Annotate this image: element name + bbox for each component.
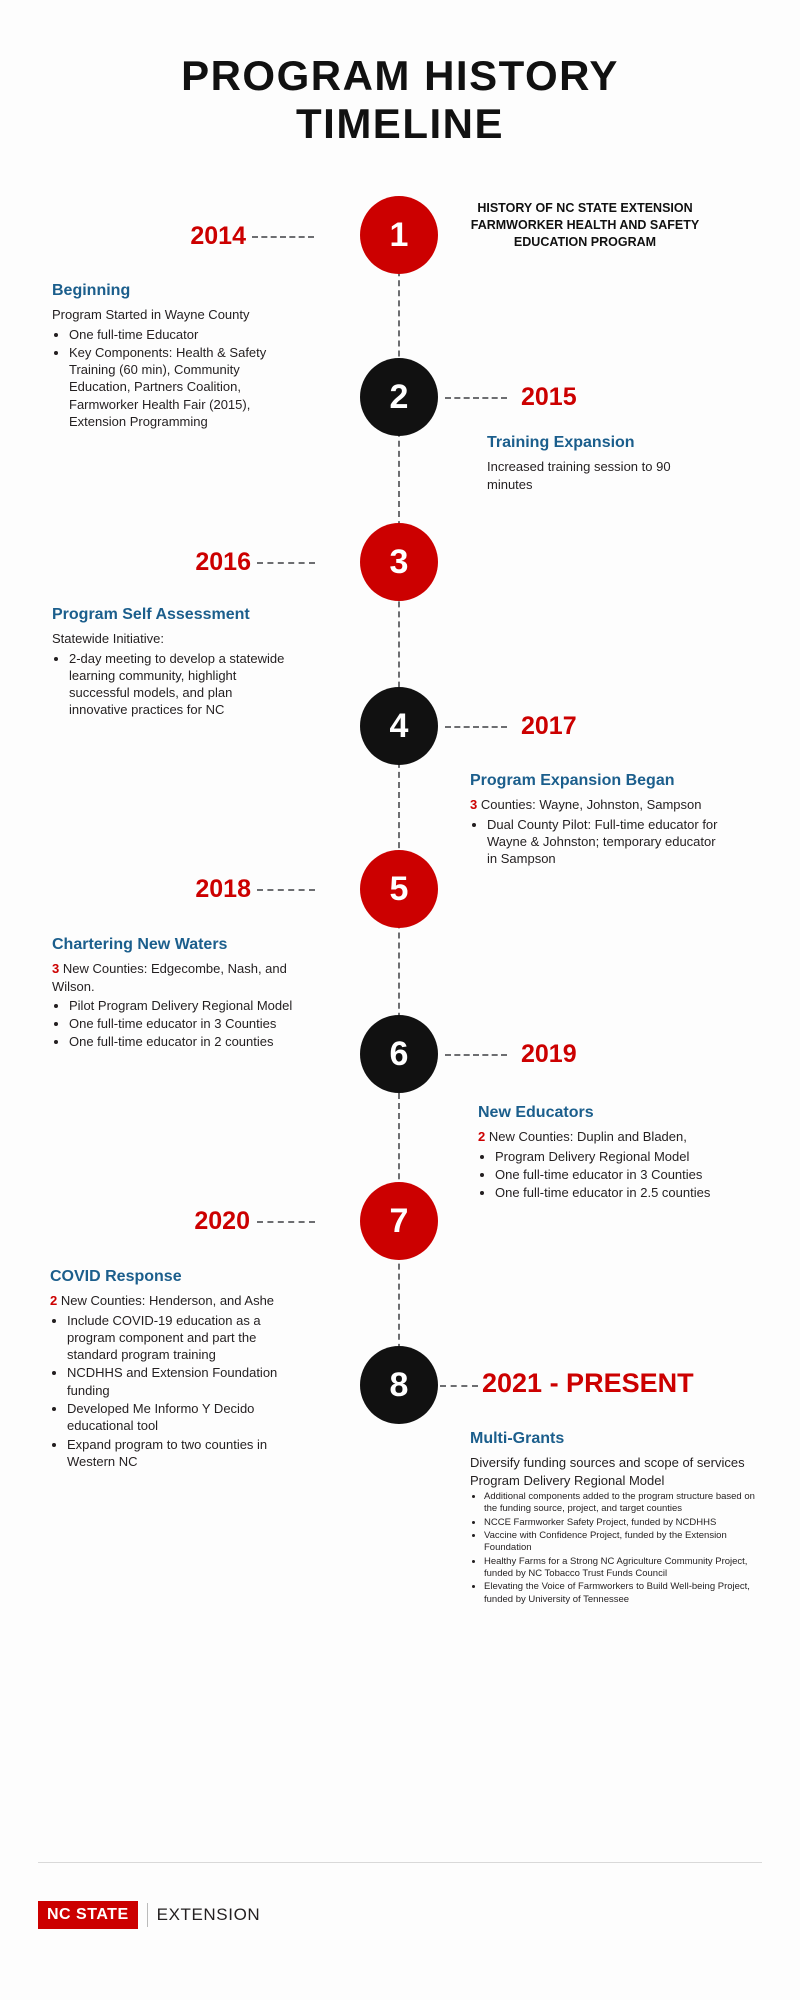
milestone-lead-text-6: New Counties: Duplin and Bladen, bbox=[485, 1129, 687, 1145]
list-item: • Include COVID-19 education as a program component and part the standard program training bbox=[67, 1312, 300, 1364]
connector-5 bbox=[257, 889, 315, 891]
list-item: • One full-time educator in 2 counties bbox=[69, 1033, 302, 1050]
connector-1 bbox=[252, 236, 314, 238]
milestone-lead-text-4: Counties: Wayne, Johnston, Sampson bbox=[477, 797, 702, 813]
milestone-lead-count-6: 2 bbox=[478, 1129, 486, 1145]
list-item: • One full-time educator in 3 Counties bbox=[69, 1015, 302, 1032]
milestone-block-8 bbox=[470, 1428, 770, 1607]
milestone-heading-1: Beginning bbox=[52, 282, 131, 299]
milestone-block-7 bbox=[50, 1266, 300, 1471]
milestone-node-1[interactable]: 1 bbox=[360, 196, 438, 274]
page-title bbox=[0, 52, 800, 149]
milestone-lead-5 bbox=[52, 960, 302, 995]
extension-wordmark: EXTENSION bbox=[156, 1905, 261, 1924]
milestone-block-6 bbox=[478, 1102, 728, 1202]
milestone-node-7[interactable]: 7 bbox=[360, 1182, 438, 1260]
connector-7 bbox=[257, 1221, 315, 1223]
connector-2 bbox=[445, 397, 507, 399]
list-item: • One full-time educator in 2.5 counties bbox=[495, 1184, 728, 1201]
milestone-lead-4 bbox=[470, 796, 720, 813]
list-item: • NCCE Farmworker Safety Project, funded by NCDHHS bbox=[484, 1517, 770, 1529]
footer-divider bbox=[38, 1862, 762, 1863]
list-item: • Additional components added to the program structure based on the funding source, project, and target counties bbox=[484, 1491, 770, 1516]
milestone-heading-2: Training Expansion bbox=[487, 434, 635, 451]
milestone-block-5 bbox=[52, 934, 302, 1052]
milestone-node-6[interactable]: 6 bbox=[360, 1015, 438, 1093]
year-label-2018: 2018 bbox=[195, 875, 251, 903]
milestone-heading-8: Multi-Grants bbox=[470, 1430, 565, 1447]
year-label-2016: 2016 bbox=[195, 548, 251, 576]
milestone-bullets-4 bbox=[470, 816, 720, 868]
milestone-bullets-6 bbox=[478, 1148, 728, 1202]
list-item: • Developed Me Informo Y Decido educational tool bbox=[67, 1400, 300, 1435]
milestone-lead-count-7: 2 bbox=[50, 1293, 58, 1309]
milestone-heading-3: Program Self Assessment bbox=[52, 606, 250, 623]
connector-4 bbox=[445, 726, 507, 728]
list-item: • Key Components: Health & Safety Training (60 min), Community Education, Partners Coalition, Farmworker Health Fair (2015), Extension Programming bbox=[69, 344, 274, 430]
milestone-block-3 bbox=[52, 604, 292, 720]
nc-state-extension-logo bbox=[38, 1900, 260, 1930]
milestone-block-1 bbox=[52, 280, 274, 431]
milestone-block-4 bbox=[470, 770, 720, 868]
list-item: • One full-time educator in 3 Counties bbox=[495, 1166, 728, 1183]
milestone-lead-text-5: New Counties: Edgecombe, Nash, and Wilson. bbox=[52, 961, 287, 994]
milestone-node-4[interactable]: 4 bbox=[360, 687, 438, 765]
year-label-2021-present: 2021 - PRESENT bbox=[482, 1368, 694, 1398]
milestone-lead-7 bbox=[50, 1292, 300, 1309]
milestone-lead-8: Diversify funding sources and scope of services Program Delivery Regional Model bbox=[470, 1455, 745, 1488]
list-item: • Healthy Farms for a Strong NC Agriculture Community Project, funded by NC Tobacco Trust Funds Council bbox=[484, 1556, 770, 1581]
list-item: • 2-day meeting to develop a statewide learning community, highlight successful models, and plan innovative practices for NC bbox=[69, 650, 292, 719]
nc-state-wordmark: NC STATE bbox=[38, 1901, 138, 1929]
year-label-2014: 2014 bbox=[190, 222, 246, 250]
year-label-2020: 2020 bbox=[194, 1207, 250, 1235]
logo-divider bbox=[147, 1903, 148, 1927]
milestone-heading-6: New Educators bbox=[478, 1104, 594, 1121]
milestone-bullets-8 bbox=[470, 1491, 770, 1606]
milestone-bullets-7 bbox=[50, 1312, 300, 1471]
connector-6 bbox=[445, 1054, 507, 1056]
year-label-2015: 2015 bbox=[521, 383, 577, 411]
milestone-lead-6 bbox=[478, 1128, 728, 1145]
milestone-heading-4: Program Expansion Began bbox=[470, 772, 675, 789]
list-item: • One full-time Educator bbox=[69, 326, 274, 343]
milestone-lead-count-5: 3 bbox=[52, 961, 60, 977]
milestone-node-5[interactable]: 5 bbox=[360, 850, 438, 928]
milestone-block-2 bbox=[487, 432, 717, 495]
milestone-lead-text-7: New Counties: Henderson, and Ashe bbox=[57, 1293, 275, 1309]
list-item: • Elevating the Voice of Farmworkers to Build Well-being Project, funded by University of Tennessee bbox=[484, 1581, 770, 1606]
milestone-heading-7: COVID Response bbox=[50, 1268, 182, 1285]
list-item: • Dual County Pilot: Full-time educator for Wayne & Johnston; temporary educator in Sampson bbox=[487, 816, 720, 868]
milestone-lead-count-4: 3 bbox=[470, 797, 478, 813]
list-item: • Program Delivery Regional Model bbox=[495, 1148, 728, 1165]
milestone-node-3[interactable]: 3 bbox=[360, 523, 438, 601]
list-item: • Expand program to two counties in Western NC bbox=[67, 1436, 300, 1471]
list-item: • NCDHHS and Extension Foundation funding bbox=[67, 1364, 300, 1399]
milestone-heading-5: Chartering New Waters bbox=[52, 936, 228, 953]
list-item: • Vaccine with Confidence Project, funded by the Extension Foundation bbox=[484, 1530, 770, 1555]
list-item: • Pilot Program Delivery Regional Model bbox=[69, 997, 302, 1014]
milestone-node-8[interactable]: 8 bbox=[360, 1346, 438, 1424]
milestone-node-2[interactable]: 2 bbox=[360, 358, 438, 436]
year-label-2017: 2017 bbox=[521, 712, 577, 740]
page-title-line1: PROGRAM HISTORY bbox=[181, 52, 619, 99]
connector-3 bbox=[257, 562, 315, 564]
page-title-line2: TIMELINE bbox=[296, 100, 504, 148]
milestone-bullets-3 bbox=[52, 650, 292, 719]
year-label-2019: 2019 bbox=[521, 1040, 577, 1068]
milestone-lead-3: Statewide Initiative: bbox=[52, 631, 165, 647]
intro-heading: HISTORY OF NC STATE EXTENSION FARMWORKER HEALTH AND SAFETY EDUCATION PROGRAM bbox=[470, 201, 700, 249]
milestone-lead-2: Increased training session to 90 minutes bbox=[487, 459, 671, 492]
milestone-bullets-1 bbox=[52, 326, 274, 431]
milestone-bullets-5 bbox=[52, 997, 302, 1051]
connector-8 bbox=[440, 1385, 478, 1387]
milestone-lead-1: Program Started in Wayne County bbox=[52, 307, 250, 323]
